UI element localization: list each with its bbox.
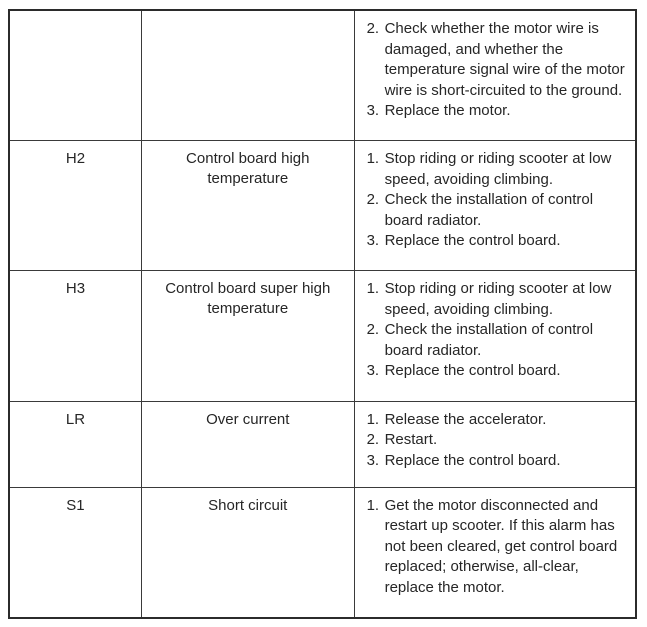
- step-number: 2.: [366, 431, 380, 449]
- table-row: [9, 401, 636, 487]
- solution-content: [355, 11, 635, 132]
- step-text: Replace the control board.: [384, 362, 561, 380]
- step-text: Stop riding or riding scooter at low speed, avoiding climbing.: [384, 280, 612, 318]
- step-number: 3.: [366, 102, 380, 119]
- step-number: 1.: [366, 410, 380, 428]
- error-code-text: H3: [65, 280, 86, 298]
- fault-description-text: Control board high temperature: [186, 150, 310, 188]
- error-code-cell: [9, 401, 141, 487]
- solution-step-list: [367, 149, 627, 252]
- error-code-cell: [9, 141, 141, 271]
- solution-cell: [354, 10, 636, 141]
- solution-cell: [354, 271, 636, 401]
- solution-content: [355, 488, 635, 609]
- list-item: [367, 410, 627, 431]
- step-text: Stop riding or riding scooter at low speed, avoiding climbing.: [384, 150, 612, 188]
- error-code-text: S1: [66, 496, 85, 514]
- step-text: Check the installation of control board radiator.: [384, 191, 594, 229]
- error-code-cell: [9, 487, 141, 618]
- solution-content: [355, 402, 635, 482]
- solution-content: [355, 141, 635, 262]
- list-item: [367, 320, 627, 361]
- fault-description-cell: [141, 487, 354, 618]
- list-item: [367, 451, 627, 472]
- fault-description-cell: [141, 141, 354, 271]
- step-number: 2.: [366, 321, 380, 339]
- fault-description-text: Short circuit: [208, 496, 288, 514]
- fault-description-cell: [141, 401, 354, 487]
- step-text: Check whether the motor wire is damaged, and whether the temperature signal wire of the motor wire is short-circuited to the ground.: [384, 20, 625, 99]
- table-row: [9, 487, 636, 618]
- step-number: 3.: [366, 451, 380, 469]
- error-code-cell: [9, 271, 141, 401]
- error-code-text: H2: [65, 150, 86, 168]
- fault-code-table-body: [9, 10, 636, 618]
- error-code-text: LR: [65, 410, 86, 428]
- solution-cell: [354, 401, 636, 487]
- list-item: [367, 19, 627, 101]
- solution-step-list: [367, 19, 627, 122]
- fault-description-text: [142, 11, 354, 29]
- step-text: Check the installation of control board radiator.: [384, 321, 594, 359]
- list-item: [367, 279, 627, 320]
- step-text: Release the accelerator.: [384, 410, 547, 428]
- table-row: [9, 10, 636, 141]
- list-item: [367, 496, 627, 599]
- step-text: Restart.: [384, 431, 438, 449]
- step-text: Get the motor disconnected and restart up scooter. If this alarm has not been cleared, get control board replaced; otherwise, all-clear, replace the motor.: [384, 496, 618, 596]
- list-item: [367, 430, 627, 451]
- step-text: Replace the control board.: [384, 232, 561, 250]
- fault-description-cell: [141, 10, 354, 141]
- list-item: [367, 149, 627, 190]
- fault-description-text: Over current: [206, 410, 290, 428]
- step-text: Replace the control board.: [384, 451, 561, 469]
- step-number: 1.: [366, 496, 380, 514]
- fault-description-text: Control board super high temperature: [165, 280, 331, 318]
- solution-step-list: [367, 410, 627, 472]
- list-item: [367, 101, 627, 122]
- error-code-cell: [9, 10, 141, 141]
- fault-description-cell: [141, 271, 354, 401]
- table-row: [9, 271, 636, 401]
- step-number: 1.: [366, 150, 380, 168]
- list-item: [367, 361, 627, 382]
- table-row: [9, 141, 636, 271]
- solution-step-list: [367, 496, 627, 599]
- step-text: Replace the motor.: [384, 102, 511, 119]
- solution-cell: [354, 141, 636, 271]
- step-number: 1.: [366, 280, 380, 298]
- error-code-text: [10, 11, 141, 29]
- step-number: 3.: [366, 362, 380, 380]
- solution-content: [355, 271, 635, 392]
- list-item: [367, 231, 627, 252]
- list-item: [367, 190, 627, 231]
- step-number: 2.: [366, 20, 380, 37]
- solution-cell: [354, 487, 636, 618]
- step-number: 2.: [366, 191, 380, 209]
- solution-step-list: [367, 279, 627, 382]
- step-number: 3.: [366, 232, 380, 250]
- fault-code-table: [8, 9, 637, 619]
